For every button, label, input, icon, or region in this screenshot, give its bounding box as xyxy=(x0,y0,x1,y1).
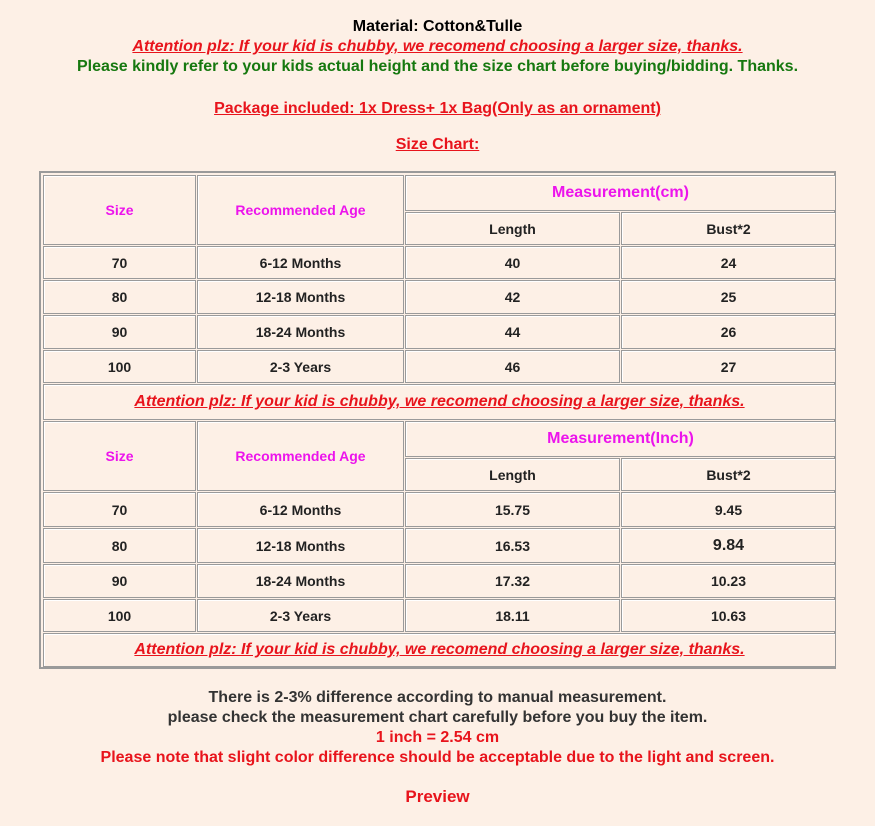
header-measurement-cm: Measurement(cm) xyxy=(405,175,836,211)
inch-row-3-size: 90 xyxy=(43,564,196,598)
header-measurement-inch: Measurement(Inch) xyxy=(405,421,836,457)
header-size-cm: Size xyxy=(43,175,196,245)
header-age-inch: Recommended Age xyxy=(197,421,404,491)
cm-row-1-size: 70 xyxy=(43,246,196,279)
inch-row-1-length: 15.75 xyxy=(405,492,620,527)
inch-row-2-bust: 9.84 xyxy=(621,528,836,563)
color-difference-note: Please note that slight color difference should be acceptable due to the light and screen. xyxy=(100,749,775,766)
inch-row-1-age: 6-12 Months xyxy=(197,492,404,527)
cm-row-2-size: 80 xyxy=(43,280,196,314)
cm-row-4-length: 46 xyxy=(405,350,620,383)
size-chart-label: Size Chart: xyxy=(395,136,480,153)
inch-row-3-length: 17.32 xyxy=(405,564,620,598)
refer-text: Please kindly refer to your kids actual height and the size chart before buying/bidding. Thanks. xyxy=(76,58,799,75)
header-bust-cm: Bust*2 xyxy=(621,212,836,245)
attention-row-inch: Attention plz: If your kid is chubby, we recomend choosing a larger size, thanks. xyxy=(43,633,836,667)
cm-row-2-bust: 25 xyxy=(621,280,836,314)
header-age-cm: Recommended Age xyxy=(197,175,404,245)
inch-row-4-length: 18.11 xyxy=(405,599,620,632)
inch-row-3-age: 18-24 Months xyxy=(197,564,404,598)
inch-row-3-bust: 10.23 xyxy=(621,564,836,598)
cm-row-1-age: 6-12 Months xyxy=(197,246,404,279)
package-text: Package included: 1x Dress+ 1x Bag(Only as an ornament) xyxy=(214,100,661,117)
attention-row-cm: Attention plz: If your kid is chubby, we recomend choosing a larger size, thanks. xyxy=(43,384,836,420)
cm-row-2-age: 12-18 Months xyxy=(197,280,404,314)
inch-row-4-size: 100 xyxy=(43,599,196,632)
inch-row-4-age: 2-3 Years xyxy=(197,599,404,632)
attention-text: Attention plz: If your kid is chubby, we recomend choosing a larger size, thanks. xyxy=(132,38,743,55)
inch-conversion-note: 1 inch = 2.54 cm xyxy=(375,729,500,746)
header-bust-inch: Bust*2 xyxy=(621,458,836,491)
header-length-cm: Length xyxy=(405,212,620,245)
cm-row-3-length: 44 xyxy=(405,315,620,349)
inch-row-1-size: 70 xyxy=(43,492,196,527)
inch-row-1-bust: 9.45 xyxy=(621,492,836,527)
preview-label: Preview xyxy=(405,787,470,806)
cm-row-4-age: 2-3 Years xyxy=(197,350,404,383)
inch-row-2-age: 12-18 Months xyxy=(197,528,404,563)
cm-row-2-length: 42 xyxy=(405,280,620,314)
size-chart-table xyxy=(39,171,836,669)
material-text: Material: Cotton&Tulle xyxy=(352,18,523,35)
cm-row-3-size: 90 xyxy=(43,315,196,349)
check-note: please check the measurement chart carefully before you buy the item. xyxy=(167,709,708,726)
cm-row-4-size: 100 xyxy=(43,350,196,383)
inch-row-2-size: 80 xyxy=(43,528,196,563)
cm-row-4-bust: 27 xyxy=(621,350,836,383)
cm-row-3-bust: 26 xyxy=(621,315,836,349)
inch-row-4-bust: 10.63 xyxy=(621,599,836,632)
header-size-inch: Size xyxy=(43,421,196,491)
header-length-inch: Length xyxy=(405,458,620,491)
cm-row-1-bust: 24 xyxy=(621,246,836,279)
cm-row-1-length: 40 xyxy=(405,246,620,279)
inch-row-2-length: 16.53 xyxy=(405,528,620,563)
cm-row-3-age: 18-24 Months xyxy=(197,315,404,349)
difference-note: There is 2-3% difference according to manual measurement. xyxy=(208,689,667,706)
